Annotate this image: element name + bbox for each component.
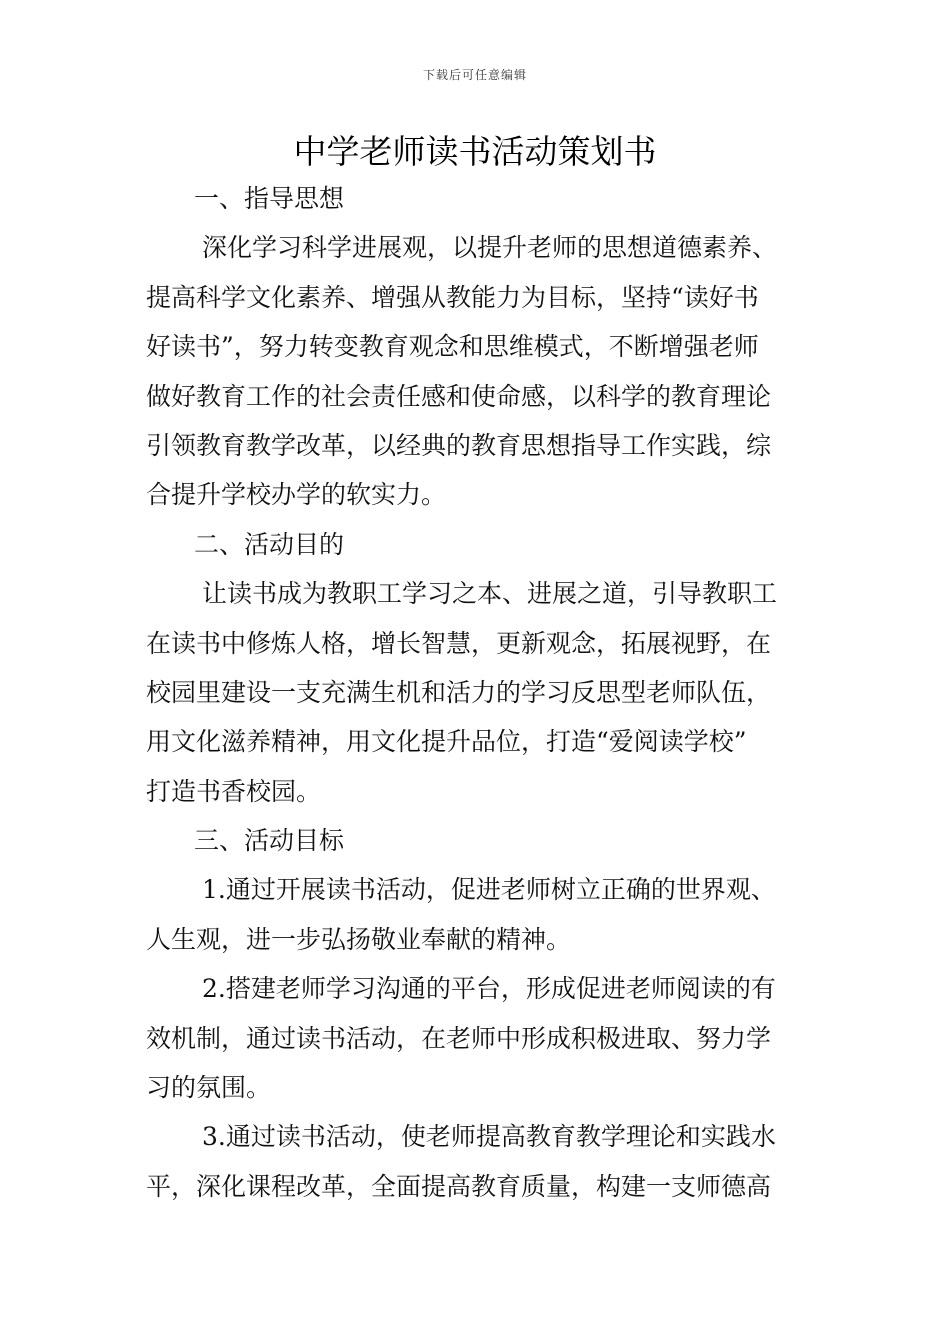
text-line: 平，深化课程改革，全面提高教育质量，构建一支师德高 xyxy=(146,1171,772,1201)
text-line: 效机制，通过读书活动，在老师中形成积极进取、努力学 xyxy=(146,1023,772,1053)
text-line: 习的氛围。 xyxy=(146,1073,272,1103)
text-line: 人生观，进一步弘扬敬业奉献的精神。 xyxy=(146,924,572,954)
text-line: 做好教育工作的社会责任感和使命感，以科学的教育理论 xyxy=(146,381,772,411)
text-line: 提高科学文化素养、增强从教能力为目标，坚持“读好书 xyxy=(146,282,759,312)
text-line: 打造书香校园。 xyxy=(146,776,322,806)
document-title: 中学老师读书活动策划书 xyxy=(293,132,657,171)
text-line: 深化学习科学进展观，以提升老师的思想道德素养、 xyxy=(202,233,778,263)
text-line: 1.通过开展读书活动，促进老师树立正确的世界观、 xyxy=(202,875,776,905)
text-line: 校园里建设一支充满生机和活力的学习反思型老师队伍， xyxy=(146,677,772,707)
text-line: 好读书”，努力转变教育观念和思维模式，不断增强老师 xyxy=(146,332,759,362)
text-line: 用文化滋养精神，用文化提升品位，打造“爱阅读学校” xyxy=(146,727,747,757)
section-heading: 三、活动目标 xyxy=(194,826,345,856)
text-line: 合提升学校办学的软实力。 xyxy=(146,480,447,510)
document-body xyxy=(146,174,810,1211)
text-line: 让读书成为教职工学习之本、进展之道，引导教职工 xyxy=(202,579,778,609)
section-heading: 二、活动目的 xyxy=(194,529,345,559)
text-line: 在读书中修炼人格，增长智慧，更新观念，拓展视野，在 xyxy=(146,628,772,658)
text-line: 3.通过读书活动，使老师提高教育教学理论和实践水 xyxy=(202,1122,776,1152)
text-line: 引领教育教学改革，以经典的教育思想指导工作实践，综 xyxy=(146,430,772,460)
section-heading: 一、指导思想 xyxy=(194,184,345,213)
header-note: 下载后可任意编辑 xyxy=(422,68,527,82)
text-line: 2.搭建老师学习沟通的平台，形成促进老师阅读的有 xyxy=(202,974,776,1004)
